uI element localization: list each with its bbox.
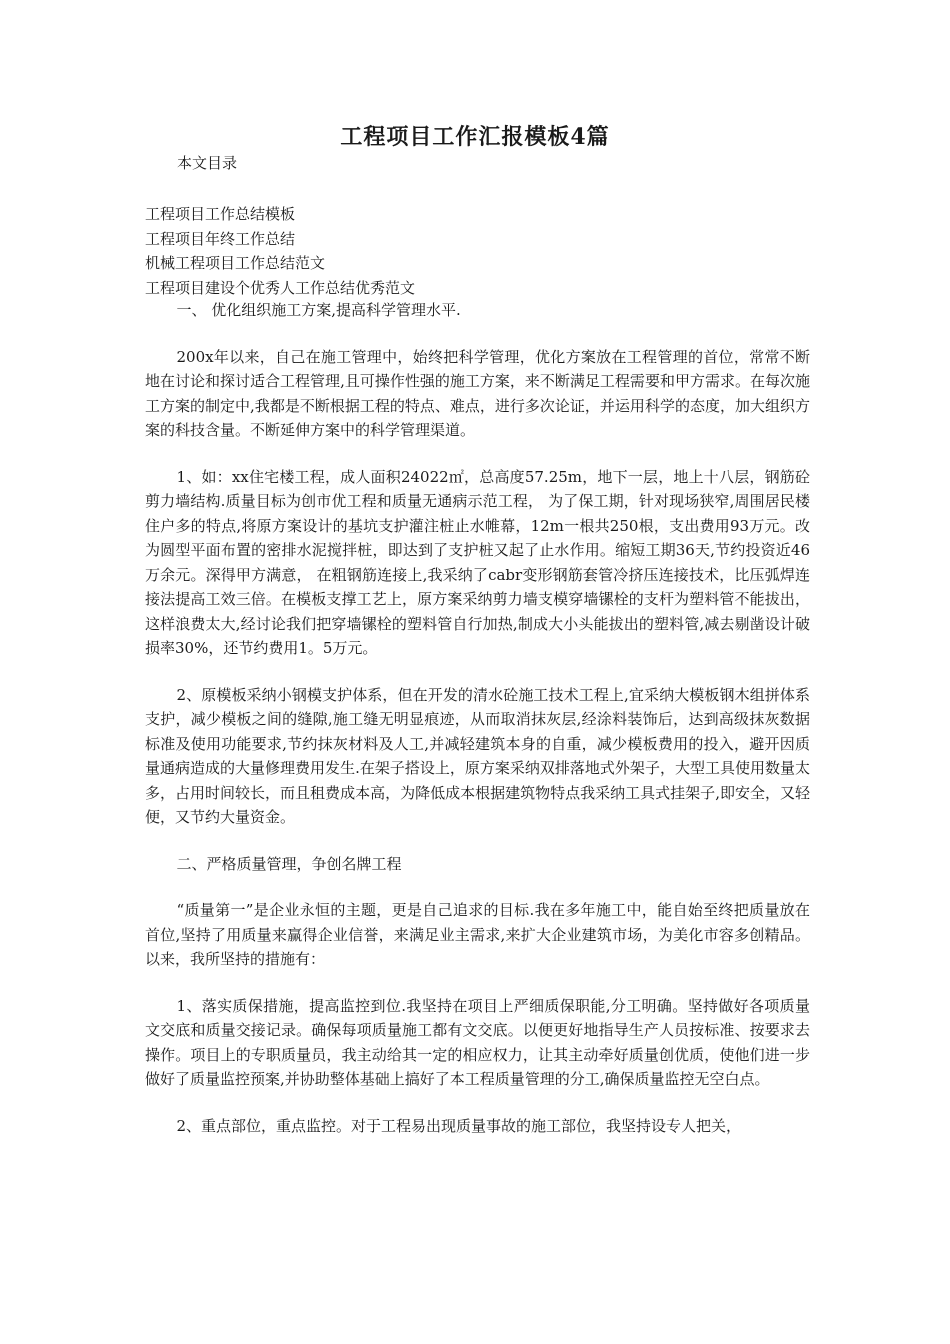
document-title: 工程项目工作汇报模板4篇	[340, 124, 610, 150]
paragraph: 1、落实质保措施，提高监控到位.我坚持在项目上严细质保职能,分工明确。坚持做好各项质量文交底和质量交接记录。确保每项质量施工都有文交底。以便更好地指导生产人员按标准、按要求去操作。项目上的专职质量员，我主动给其一定的相应权力，让其主动牵好质量创优质，使他们进一步做好了质量监控预案,并协助整体基础上搞好了本工程质量管理的分工,确保质量监控无空白点。	[145, 996, 810, 1088]
toc-item: 工程项目年终工作总结	[145, 229, 296, 248]
paragraph: 2、重点部位，重点监控。对于工程易出现质量事故的施工部位，我坚持设专人把关，	[176, 1116, 742, 1135]
paragraph: 1、如：xx住宅楼工程，成人面积24022㎡，总高度57.25m，地下一层，地上十八层，钢筋砼剪力墙结构.质量目标为创市优工程和质量无通病示范工程， 为了保工期，针对现场狭窄,周围居民楼住户多的特点,将原方案设计的基坑支护灌注桩止水帷幕，12m一根共250根，支出费用93万元。改为圆型平面布置的密排水泥搅拌桩，即达到了支护桩又起了止水作用。缩短工期36天,节约投资近46万余元。深得甲方满意， 在粗钢筋连接上,我采纳了cabr变形钢筋套管冷挤压连接技术，比压弧焊连接法提高工效三倍。在模板支撑工艺上，原方案采纳剪力墙支模穿墙镙栓的支杆为塑料管不能拔出，这样浪费太大,经讨论我们把穿墙镙栓的塑料管自行加热,制成大小头能拔出的塑料管,减去剔凿设计破损率30%，还节约费用1。5万元。	[145, 467, 810, 657]
section-heading-2: 二、严格质量管理，争创名牌工程	[176, 854, 402, 873]
table-of-contents	[145, 202, 415, 300]
toc-heading: 本文目录	[177, 154, 238, 172]
toc-item: 工程项目工作总结模板	[145, 205, 296, 223]
paragraph: “质量第一”是企业永恒的主题，更是自己追求的目标.我在多年施工中，能自始至终把质量放在首位,坚持了用质量来赢得企业信誉，来满足业主需求,来扩大企业建筑市场，为美化市容多创精品。以来，我所坚持的措施有：	[145, 901, 810, 968]
document-body	[145, 298, 810, 1160]
section-heading-1: 一、 优化组织施工方案,提高科学管理水平.	[176, 301, 461, 319]
toc-item: 机械工程项目工作总结范文	[145, 254, 326, 272]
paragraph: 2、原模板采纳小钢模支护体系，但在开发的清水砼施工技术工程上,宜采纳大模板钢木组拼体系支护，减少模板之间的缝隙,施工缝无明显痕迹，从而取消抹灰层,经涂料装饰后，达到高级抹灰数据标准及使用功能要求,节约抹灰材料及人工,并减轻建筑本身的自重，减少模板费用的投入，避开因质量通病造成的大量修理费用发生.在架子搭设上，原方案采纳双排落地式外架子，大型工具使用数量太多，占用时间较长，而且租费成本高，为降低成本根据建筑物特点我采纳工具式挂架子,即安全，又轻便，又节约大量资金。	[145, 685, 810, 826]
paragraph: 200x年以来，自己在施工管理中，始终把科学管理，优化方案放在工程管理的首位，常常不断地在讨论和探讨适合工程管理,且可操作性强的施工方案，来不断满足工程需要和甲方需求。在每次施工方案的制定中,我都是不断根据工程的特点、难点，进行多次论证，并运用科学的态度，加大组织方案的科技含量。不断延伸方案中的科学管理渠道。	[145, 347, 810, 439]
toc-item: 工程项目建设个优秀人工作总结优秀范文	[145, 278, 416, 297]
